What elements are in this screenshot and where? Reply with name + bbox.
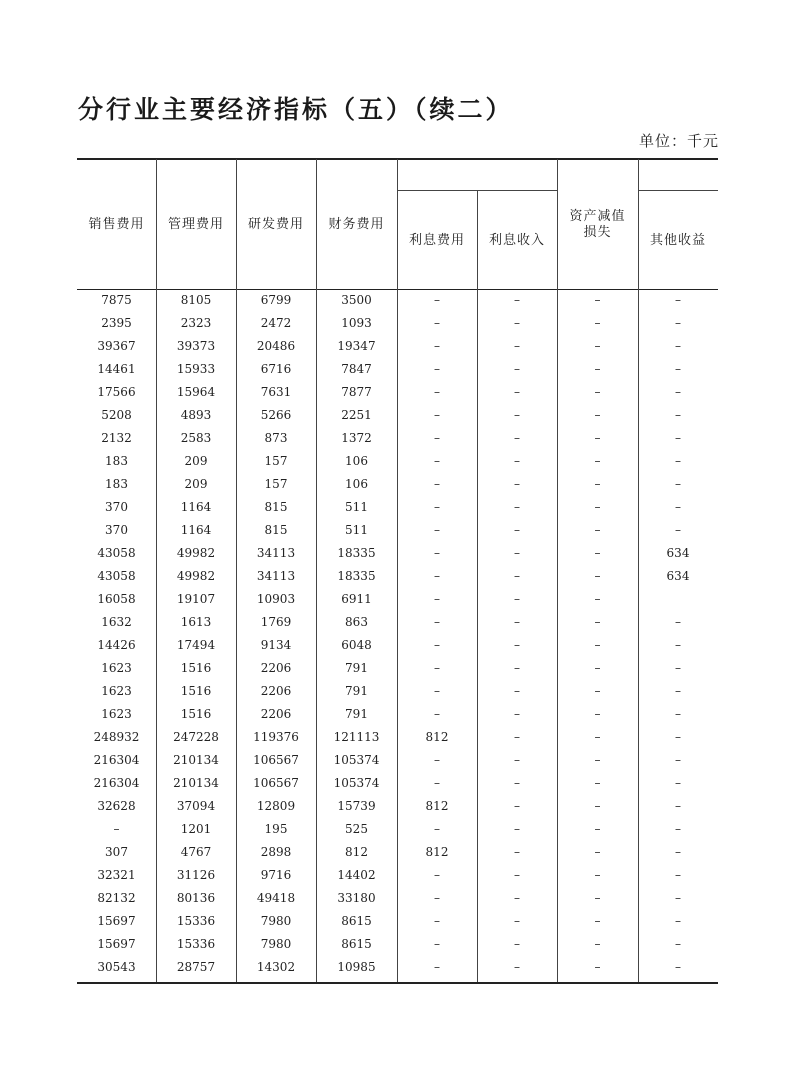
table-cell: 812 (345, 845, 368, 859)
table-cell: 7631 (260, 385, 292, 399)
table-cell: 7980 (260, 937, 292, 951)
table-cell: 210134 (173, 776, 219, 790)
table-cell: 6911 (341, 592, 372, 606)
table-cell: 2583 (180, 431, 212, 445)
table-cell: 43058 (97, 569, 136, 583)
header-admin-expense: 管理费用 (167, 217, 224, 232)
table-cell: – (434, 914, 440, 928)
table-cell: 19347 (337, 339, 376, 353)
table-cell: 17494 (176, 638, 216, 652)
table-cell: 812 (425, 845, 449, 859)
table-row (77, 404, 718, 427)
table-cell: – (434, 385, 440, 399)
table-cell: 812 (425, 799, 449, 813)
table-cell: – (514, 454, 520, 468)
table-cell: – (434, 753, 440, 767)
table-cell: – (434, 523, 440, 537)
table-row (77, 542, 718, 565)
table-cell: – (514, 845, 520, 859)
table-row (77, 933, 718, 956)
table-row (77, 772, 718, 795)
table-row (77, 795, 718, 818)
table-cell: 14461 (97, 362, 136, 376)
table-cell: – (675, 477, 681, 491)
table-cell: 1372 (341, 431, 372, 445)
header-finance-expense: 财务费用 (328, 217, 385, 232)
table-cell: 1623 (101, 684, 132, 698)
table-cell: – (594, 500, 601, 514)
table-cell: 6048 (341, 638, 372, 652)
table-cell: 2132 (101, 431, 132, 445)
table-cell: – (514, 684, 520, 698)
table-cell: 2206 (260, 661, 292, 675)
table-cell: – (594, 776, 601, 790)
table-cell: 209 (184, 477, 208, 491)
table-cell: – (434, 592, 440, 606)
table-cell: – (514, 615, 520, 629)
table-cell: 82132 (97, 891, 136, 905)
table-cell: 18335 (337, 569, 376, 583)
table-cell: – (594, 799, 601, 813)
table-cell: 15336 (176, 937, 216, 951)
table-cell: – (594, 937, 601, 951)
table-cell: – (594, 569, 601, 583)
table-cell: 525 (345, 822, 368, 836)
table-cell: 370 (105, 523, 128, 537)
table-cell: – (434, 431, 440, 445)
table-row (77, 519, 718, 542)
table-cell: 15336 (176, 914, 216, 928)
table-row (77, 358, 718, 381)
table-cell: 106 (345, 454, 368, 468)
table-cell: – (514, 592, 520, 606)
table-row (77, 611, 718, 634)
table-cell: – (514, 385, 520, 399)
table-cell: – (594, 362, 601, 376)
table-cell: – (594, 454, 601, 468)
table-cell: – (594, 293, 601, 307)
table-cell: – (594, 592, 601, 606)
table-cell: – (594, 707, 601, 721)
table-bottom-rule (77, 982, 718, 984)
table-cell: – (514, 891, 520, 905)
table-cell: – (594, 730, 601, 744)
table-cell: 1516 (180, 684, 212, 698)
table-cell: – (434, 615, 440, 629)
table-cell: 1516 (180, 707, 212, 721)
table-cell: – (675, 293, 681, 307)
table-cell: 183 (105, 454, 128, 468)
table-cell: – (434, 477, 440, 491)
group-header-rule (397, 190, 557, 191)
table-cell: 32321 (97, 868, 136, 882)
table-cell: 105374 (333, 776, 380, 790)
table-cell: 10903 (256, 592, 296, 606)
table-cell: – (675, 753, 681, 767)
table-cell: 49982 (176, 546, 216, 560)
table-cell: – (594, 914, 601, 928)
table-cell: 812 (425, 730, 449, 744)
table-cell: – (514, 776, 520, 790)
table-row (77, 473, 718, 496)
table-cell: – (675, 362, 681, 376)
table-cell: – (594, 385, 601, 399)
table-cell: – (514, 868, 520, 882)
table-row (77, 726, 718, 749)
table-cell: 791 (345, 661, 368, 675)
table-cell: 1632 (101, 615, 132, 629)
table-cell: – (434, 339, 440, 353)
table-row (77, 335, 718, 358)
group-header-rule (638, 190, 718, 191)
table-cell: – (434, 822, 440, 836)
table-row (77, 841, 718, 864)
table-cell: – (675, 385, 681, 399)
table-cell: 49982 (176, 569, 216, 583)
table-cell: 15739 (337, 799, 376, 813)
header-asset-impairment (557, 209, 638, 241)
table-cell: – (434, 638, 440, 652)
table-cell: – (594, 546, 601, 560)
table-cell: – (434, 868, 440, 882)
table-cell: 31126 (176, 868, 216, 882)
table-cell: – (514, 523, 520, 537)
table-cell: – (434, 408, 440, 422)
table-cell: – (594, 845, 601, 859)
table-cell: – (514, 569, 520, 583)
table-cell: 248932 (93, 730, 140, 744)
table-cell: 511 (345, 500, 368, 514)
table-cell: – (594, 684, 601, 698)
table-cell: – (675, 316, 681, 330)
header-rd-expense: 研发费用 (247, 217, 304, 232)
table-cell: 7847 (341, 362, 372, 376)
table-cell: – (434, 316, 440, 330)
table-cell: 37094 (176, 799, 216, 813)
table-cell: – (113, 822, 120, 836)
table-cell: 183 (105, 477, 128, 491)
header-asset-impairment-line1: 资产减值 (569, 209, 626, 224)
table-cell: – (514, 960, 520, 974)
table-cell: – (434, 569, 440, 583)
table-cell: – (514, 638, 520, 652)
table-row (77, 887, 718, 910)
table-cell: – (514, 546, 520, 560)
table-cell: 15933 (176, 362, 216, 376)
table-cell: – (675, 845, 681, 859)
table-cell: – (434, 684, 440, 698)
table-cell: 307 (105, 845, 128, 859)
table-cell: – (514, 730, 520, 744)
table-cell: 14402 (337, 868, 376, 882)
table-cell: – (594, 477, 601, 491)
table-cell: 8105 (180, 293, 212, 307)
table-cell: 791 (345, 684, 368, 698)
table-cell: 15964 (176, 385, 216, 399)
table-cell: – (675, 730, 681, 744)
table-cell: – (594, 868, 601, 882)
table-cell: 4767 (180, 845, 212, 859)
table-cell: 80136 (176, 891, 216, 905)
table-cell: 370 (105, 500, 128, 514)
table-cell: – (514, 914, 520, 928)
header-asset-impairment-line2: 损失 (583, 225, 612, 240)
table-cell: 1093 (341, 316, 372, 330)
table-cell: 247228 (173, 730, 219, 744)
table-cell: 33180 (337, 891, 376, 905)
unit-label: 单位：千元 (638, 132, 719, 150)
table-row (77, 289, 718, 312)
table-cell: 12809 (256, 799, 296, 813)
table-cell: – (514, 362, 520, 376)
table-cell: – (514, 661, 520, 675)
table-cell: – (514, 500, 520, 514)
table-cell: – (514, 937, 520, 951)
table-cell: 17566 (97, 385, 136, 399)
table-cell: – (594, 891, 601, 905)
header-other-income: 其他收益 (649, 233, 706, 248)
table-cell: 20486 (256, 339, 296, 353)
table-cell: 2395 (101, 316, 132, 330)
table-cell: 2251 (341, 408, 372, 422)
table-cell: – (594, 523, 601, 537)
table-cell: – (514, 477, 520, 491)
table-row (77, 588, 718, 611)
table-cell: – (594, 408, 601, 422)
table-cell: – (675, 661, 681, 675)
table-cell: – (594, 753, 601, 767)
table-cell: 511 (345, 523, 368, 537)
table-row (77, 864, 718, 887)
table-cell: – (594, 316, 601, 330)
table-cell: 157 (264, 454, 288, 468)
table-cell: – (675, 684, 681, 698)
table-row (77, 703, 718, 726)
table-cell: – (594, 431, 601, 445)
table-cell: – (514, 822, 520, 836)
table-cell: – (514, 293, 520, 307)
table-cell: 1201 (180, 822, 212, 836)
table-cell: 634 (666, 546, 690, 560)
table-cell: 34113 (256, 546, 296, 560)
table-row (77, 450, 718, 473)
table-cell: 7877 (341, 385, 372, 399)
table-cell: 157 (264, 477, 288, 491)
table-cell: – (675, 891, 681, 905)
table-cell: – (675, 868, 681, 882)
table-cell: – (434, 500, 440, 514)
table-row (77, 749, 718, 772)
table-cell: 39367 (97, 339, 136, 353)
table-row (77, 657, 718, 680)
table-cell: – (514, 408, 520, 422)
table-cell: 2323 (180, 316, 212, 330)
table-cell: – (675, 822, 681, 836)
table-cell: – (594, 615, 601, 629)
table-cell: 873 (264, 431, 288, 445)
table-row (77, 634, 718, 657)
table-cell: 1613 (180, 615, 212, 629)
table-cell: 106567 (253, 753, 299, 767)
table-cell: 43058 (97, 546, 136, 560)
table-cell: 15697 (97, 937, 136, 951)
table-cell: – (514, 431, 520, 445)
table-cell: 106 (345, 477, 368, 491)
table-row (77, 680, 718, 703)
table-cell: 9134 (260, 638, 292, 652)
table-cell: – (675, 431, 681, 445)
table-cell: – (675, 500, 681, 514)
table-cell: 15697 (97, 914, 136, 928)
table-cell: – (675, 937, 681, 951)
table-cell: 4893 (180, 408, 212, 422)
table-cell: 32628 (97, 799, 136, 813)
table-cell: 2206 (260, 707, 292, 721)
table-cell: 7980 (260, 914, 292, 928)
table-cell: 209 (184, 454, 208, 468)
table-cell: 14302 (256, 960, 296, 974)
table-cell: – (594, 822, 601, 836)
table-cell: – (675, 776, 681, 790)
table-row (77, 496, 718, 519)
table-cell: 1769 (260, 615, 292, 629)
table-cell: 49418 (256, 891, 296, 905)
table-cell: – (675, 523, 681, 537)
header-interest-income: 利息收入 (488, 233, 545, 248)
table-cell: 18335 (337, 546, 376, 560)
table-cell: 28757 (176, 960, 216, 974)
table-cell: – (514, 339, 520, 353)
table-cell: 105374 (333, 753, 380, 767)
table-cell: 1623 (101, 661, 132, 675)
table-cell: – (594, 661, 601, 675)
table-cell: 34113 (256, 569, 296, 583)
table-cell: – (675, 960, 681, 974)
table-cell: 815 (264, 500, 288, 514)
table-cell: – (594, 339, 601, 353)
page-title: 分行业主要经济指标（五）（续二） (78, 95, 514, 124)
table-cell: 3500 (341, 293, 372, 307)
table-cell: 216304 (93, 753, 140, 767)
table-cell: – (514, 316, 520, 330)
table-cell: 210134 (173, 753, 219, 767)
header-sales-expense: 销售费用 (88, 217, 145, 232)
table-cell: – (514, 753, 520, 767)
table-cell: 815 (264, 523, 288, 537)
table-row (77, 818, 718, 841)
table-cell: – (675, 799, 681, 813)
table-cell: – (434, 661, 440, 675)
table-cell (638, 588, 718, 611)
table-cell: 119376 (253, 730, 299, 744)
table-cell: – (434, 293, 440, 307)
table-cell: 5266 (260, 408, 292, 422)
table-cell: 106567 (253, 776, 299, 790)
table-cell: 634 (666, 569, 690, 583)
table-cell: 791 (345, 707, 368, 721)
table-cell: 7875 (101, 293, 132, 307)
table-cell: 195 (264, 822, 288, 836)
table-row (77, 910, 718, 933)
table-cell: 1164 (180, 500, 212, 514)
table-cell: 2472 (260, 316, 292, 330)
table-cell: 863 (345, 615, 368, 629)
table-cell: 39373 (176, 339, 216, 353)
table-cell: – (434, 546, 440, 560)
table-cell: – (675, 638, 681, 652)
table-row (77, 381, 718, 404)
table-cell: 216304 (93, 776, 140, 790)
table-cell: 2206 (260, 684, 292, 698)
table-cell: – (675, 615, 681, 629)
table-cell: 8615 (341, 914, 372, 928)
table-cell: – (675, 914, 681, 928)
table-cell: – (675, 408, 681, 422)
table-cell: 1516 (180, 661, 212, 675)
table-cell: 121113 (333, 730, 380, 744)
table-cell: – (514, 707, 520, 721)
table-cell: 5208 (101, 408, 132, 422)
table-cell: 16058 (97, 592, 136, 606)
table-row (77, 565, 718, 588)
table-cell: 1164 (180, 523, 212, 537)
table-cell: – (514, 799, 520, 813)
table-cell: 1623 (101, 707, 132, 721)
table-cell: – (594, 960, 601, 974)
table-cell: – (675, 454, 681, 468)
table-cell: – (434, 707, 440, 721)
table-row (77, 956, 718, 979)
table-cell: – (434, 960, 440, 974)
table-cell: 6716 (260, 362, 292, 376)
table-cell: 6799 (260, 293, 292, 307)
table-row (77, 427, 718, 450)
table-cell: – (434, 362, 440, 376)
table-cell: – (434, 776, 440, 790)
table-cell: – (675, 339, 681, 353)
table-cell: – (434, 891, 440, 905)
table-cell: 10985 (337, 960, 376, 974)
table-cell: 8615 (341, 937, 372, 951)
table-row (77, 312, 718, 335)
table-cell: 2898 (260, 845, 292, 859)
header-interest-expense: 利息费用 (408, 233, 465, 248)
table-cell: – (434, 937, 440, 951)
table-cell: – (594, 638, 601, 652)
table-cell: 19107 (176, 592, 216, 606)
table-cell: 9716 (260, 868, 292, 882)
table-cell: – (675, 707, 681, 721)
table-cell: 14426 (97, 638, 136, 652)
table-cell: 30543 (97, 960, 136, 974)
table-cell: – (434, 454, 440, 468)
